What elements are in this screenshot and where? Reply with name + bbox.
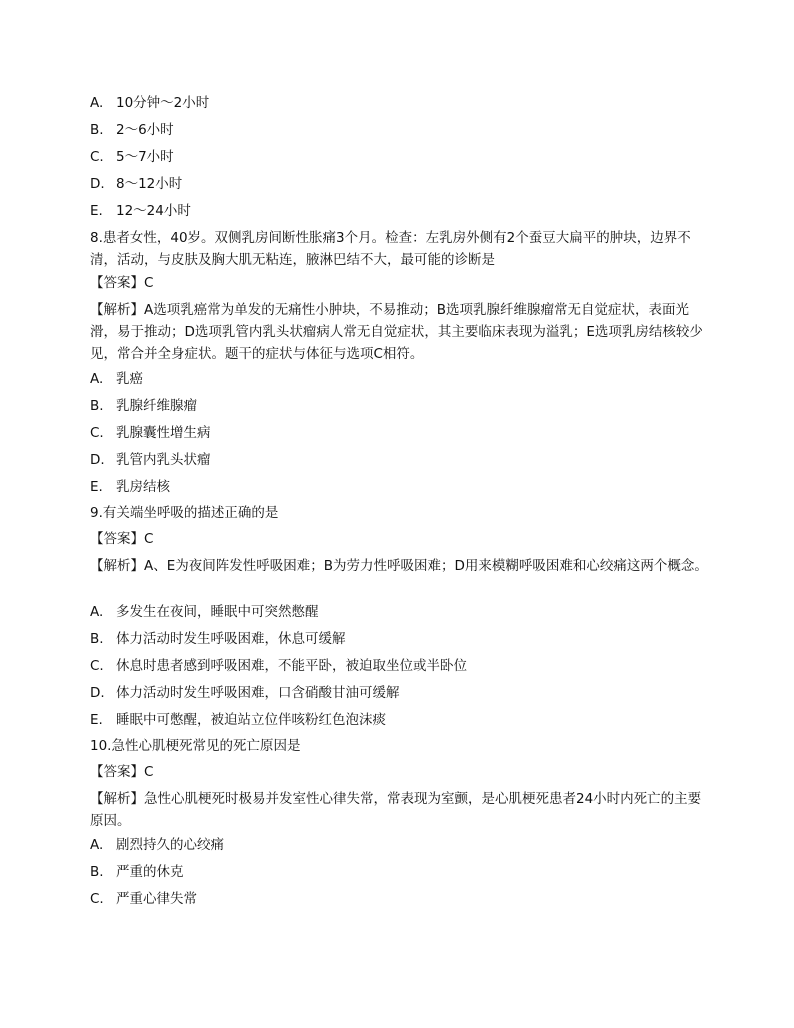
- option-text: 体力活动时发生呼吸困难，口含硝酸甘油可缓解: [116, 685, 400, 701]
- q9-option-b: [90, 628, 710, 650]
- option-text: 剧烈持久的心绞痛: [116, 837, 224, 853]
- q8-answer: 【答案】C: [90, 275, 154, 291]
- q7-option-e: [90, 200, 710, 222]
- option-text: 休息时患者感到呼吸困难，不能平卧，被迫取坐位或半卧位: [116, 658, 467, 674]
- option-text: 严重的休克: [116, 864, 184, 880]
- option-letter: A.: [90, 371, 104, 387]
- option-text: 8～12小时: [116, 176, 183, 192]
- q9-answer: 【答案】C: [90, 531, 154, 547]
- option-text: 睡眠中可憋醒，被迫站立位伴咳粉红色泡沫痰: [116, 712, 386, 728]
- option-letter: B.: [90, 864, 104, 880]
- option-letter: B.: [90, 631, 104, 647]
- q8-option-e: [90, 476, 710, 498]
- option-text: 2～6小时: [116, 122, 174, 138]
- q9-option-c: [90, 655, 710, 677]
- option-letter: C.: [90, 891, 104, 907]
- q9-option-d: [90, 682, 710, 704]
- option-letter: C.: [90, 658, 104, 674]
- option-letter: B.: [90, 122, 104, 138]
- option-letter: C.: [90, 425, 104, 441]
- option-text: 严重心律失常: [116, 891, 197, 907]
- q7-option-a: [90, 92, 710, 114]
- q9-option-e: [90, 709, 710, 731]
- option-text: 5～7小时: [116, 149, 174, 165]
- option-text: 10分钟～2小时: [116, 95, 210, 111]
- q8-stem: 8.患者女性，40岁。双侧乳房间断性胀痛3个月。检查：左乳房外侧有2个蚕豆大扁平的肿块，边界不清，活动，与皮肤及胸大肌无粘连，腋淋巴结不大，最可能的诊断是: [90, 230, 691, 268]
- option-text: 乳癌: [116, 371, 143, 387]
- option-letter: A.: [90, 837, 104, 853]
- option-letter: D.: [90, 452, 105, 468]
- option-letter: A.: [90, 604, 104, 620]
- q10-analysis: 【解析】急性心肌梗死时极易并发室性心律失常，常表现为室颤，是心肌梗死患者24小时内死亡的主要原因。: [90, 791, 702, 829]
- q10-option-a: [90, 834, 710, 856]
- option-text: 乳管内乳头状瘤: [116, 452, 211, 468]
- option-text: 乳腺纤维腺瘤: [116, 398, 197, 414]
- q8-option-c: [90, 422, 710, 444]
- q7-option-d: [90, 173, 710, 195]
- option-text: 乳腺囊性增生病: [116, 425, 211, 441]
- option-letter: C.: [90, 149, 104, 165]
- option-letter: D.: [90, 176, 105, 192]
- option-letter: D.: [90, 685, 105, 701]
- q10-option-c: [90, 888, 710, 910]
- option-letter: E.: [90, 203, 103, 219]
- q7-option-b: [90, 119, 710, 141]
- q8-option-b: [90, 395, 710, 417]
- option-letter: B.: [90, 398, 104, 414]
- option-text: 乳房结核: [116, 479, 170, 495]
- q8-analysis: 【解析】A选项乳癌常为单发的无痛性小肿块，不易推动；B选项乳腺纤维腺瘤常无自觉症状，表面光滑，易于推动；D选项乳管内乳头状瘤病人常无自觉症状，其主要临床表现为溢乳；E选项乳房结核较少见，常合并全身症状。题干的症状与体征与选项C相符。: [90, 302, 703, 362]
- option-letter: E.: [90, 712, 103, 728]
- q10-option-b: [90, 861, 710, 883]
- q10-answer: 【答案】C: [90, 764, 154, 780]
- q7-option-c: [90, 146, 710, 168]
- q9-option-a: [90, 601, 710, 623]
- q8-option-d: [90, 449, 710, 471]
- option-text: 多发生在夜间，睡眠中可突然憋醒: [116, 604, 319, 620]
- q9-analysis: 【解析】A、E为夜间阵发性呼吸困难；B为劳力性呼吸困难；D用来模糊呼吸困难和心绞痛这两个概念。: [90, 558, 708, 574]
- option-text: 体力活动时发生呼吸困难，休息可缓解: [116, 631, 346, 647]
- q10-stem: 10.急性心肌梗死常见的死亡原因是: [90, 738, 301, 754]
- q9-stem: 9.有关端坐呼吸的描述正确的是: [90, 505, 279, 521]
- option-text: 12～24小时: [116, 203, 191, 219]
- option-letter: A.: [90, 95, 104, 111]
- option-letter: E.: [90, 479, 103, 495]
- q8-option-a: [90, 368, 710, 390]
